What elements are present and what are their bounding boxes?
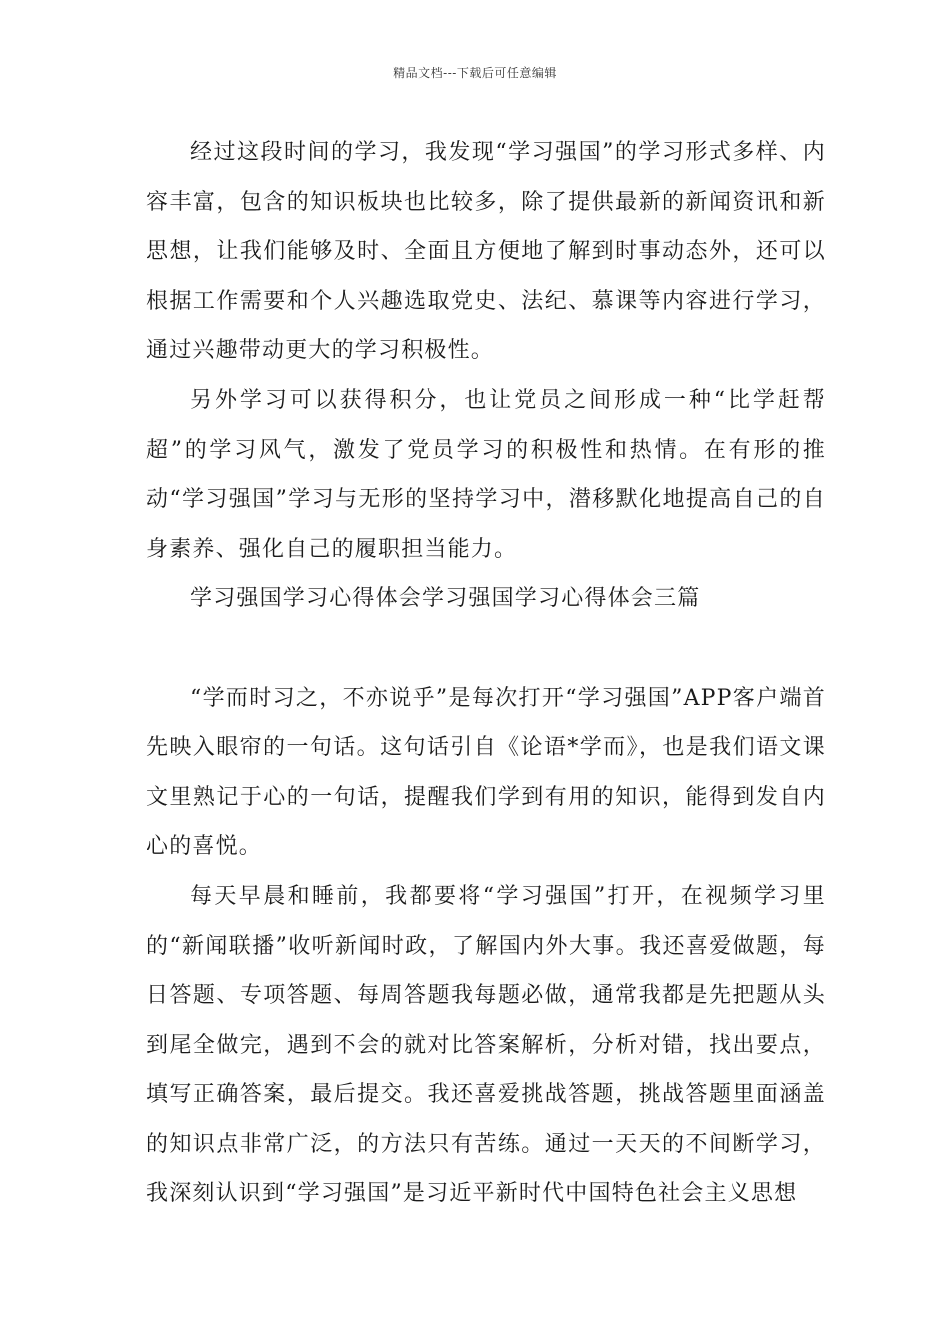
paragraph-daily-study: 每天早晨和睡前，我都要将“学习强国”打开，在视频学习里的“新闻联播”收听新闻时政，了解国内外大事。我还喜爱做题，每日答题、专项答题、每周答题我每题必做，通常我都是先把题从头到尾全做完，遇到不会的就对比答案解析，分析对错，找出要点，填写正确答案，最后提交。我还喜爱挑战答题，挑战答题里面涵盖的知识点非常广泛，的方法只有苦练。通过一天天的不间断学习，我深刻认识到“学习强国”是习近平新时代中国特色社会主义思想 <box>146 883 826 1207</box>
paragraph-points-atmosphere: 另外学习可以获得积分，也让党员之间形成一种“比学赶帮超”的学习风气，激发了党员学习的积极性和热情。在有形的推动“学习强国”学习与无形的坚持学习中，潜移默化地提高自己的自身素养、强化自己的履职担当能力。 <box>146 387 826 562</box>
paragraph-app-quote: “学而时习之，不亦说乎”是每次打开“学习强国”APP客户端首先映入眼帘的一句话。这句话引自《论语*学而》，也是我们语文课文里熟记于心的一句话，提醒我们学到有用的知识，能得到发自内心的喜悦。 <box>146 685 826 860</box>
paragraph-study-forms: 经过这段时间的学习，我发现“学习强国”的学习形式多样、内容丰富，包含的知识板块也比较多，除了提供最新的新闻资讯和新思想，让我们能够及时、全面且方便地了解到时事动态外，还可以根据工作需要和个人兴趣选取党史、法纪、慕课等内容进行学习，通过兴趣带动更大的学习积极性。 <box>146 140 826 364</box>
page-header: 精品文档---下载后可任意编辑 <box>393 66 557 80</box>
document-body <box>146 128 826 1219</box>
section-title: 学习强国学习心得体会学习强国学习心得体会三篇 <box>190 586 701 612</box>
